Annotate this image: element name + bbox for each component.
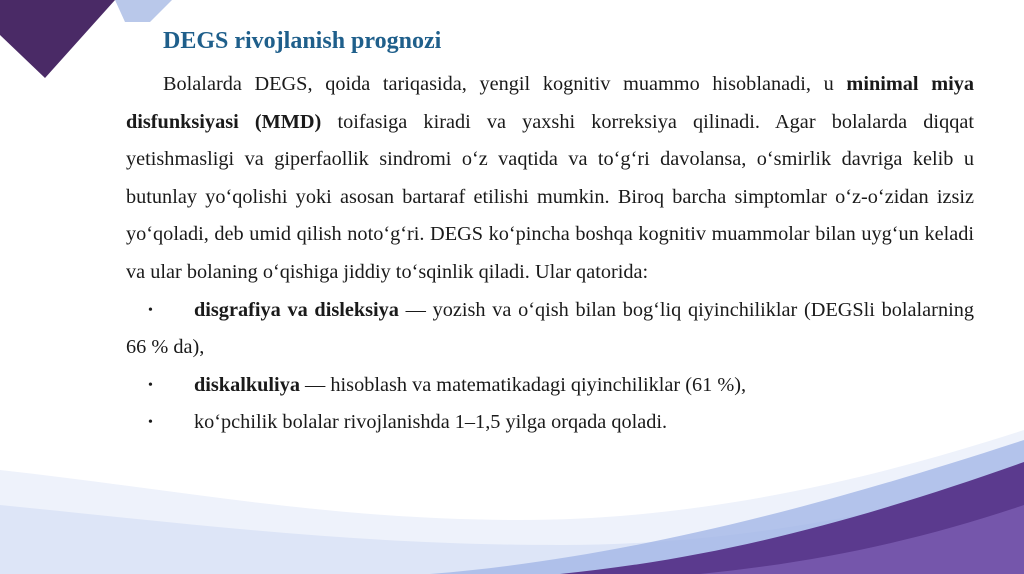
- slide-title: DEGS rivojlanish prognozi: [163, 28, 442, 54]
- paragraph-bold-term: minimal miya disfunksiyasi (MMD): [126, 73, 975, 133]
- bullet-icon: •: [148, 415, 153, 431]
- bullet-text: — yozish va o‘qish bilan bog‘liq qiyinchiliklar (DEGSli bolalarning 66 % da),: [126, 298, 974, 359]
- list-item: [126, 367, 974, 405]
- paragraph-intro: Bolalarda DEGS, qoida tariqasida, yengil kognitiv muammo hisoblanadi, u: [163, 73, 847, 95]
- bullet-text: ko‘pchilik bolalar rivojlanishda 1–1,5 yilga orqada qoladi.: [194, 411, 668, 434]
- slide-content: [126, 24, 974, 442]
- bullet-text: — hisoblash va matematikadagi qiyinchiliklar (61 %),: [299, 373, 747, 396]
- bullet-bold: disgrafiya va disleksiya: [194, 298, 399, 321]
- paragraph-rest: toifasiga kiradi va yaxshi korreksiya qilinadi. Agar bolalarda diqqat yetishmasligi va giperfaollik sindromi o‘z vaqtida va to‘g‘ri davolansa, o‘smirlik davriga kelib u butunlay yo‘qolishi yoki asosan bartaraf etilishi mumkin. Biroq barcha simptomlar o‘z-o‘zidan izsiz yo‘qoladi, deb umid qilish noto‘g‘ri. DEGS ko‘pincha boshqa kognitiv muammolar bilan uyg‘un keladi va ular bolaning o‘qishiga jiddiy to‘sqinlik qiladi. Ular qatorida:: [126, 110, 974, 283]
- bullet-icon: •: [148, 377, 153, 393]
- bullet-icon: •: [148, 302, 153, 318]
- list-item: [126, 404, 974, 442]
- bullet-bold: diskalkuliya: [194, 373, 300, 396]
- list-item: [126, 292, 974, 367]
- main-paragraph: [126, 66, 974, 292]
- bullet-list: [126, 292, 974, 442]
